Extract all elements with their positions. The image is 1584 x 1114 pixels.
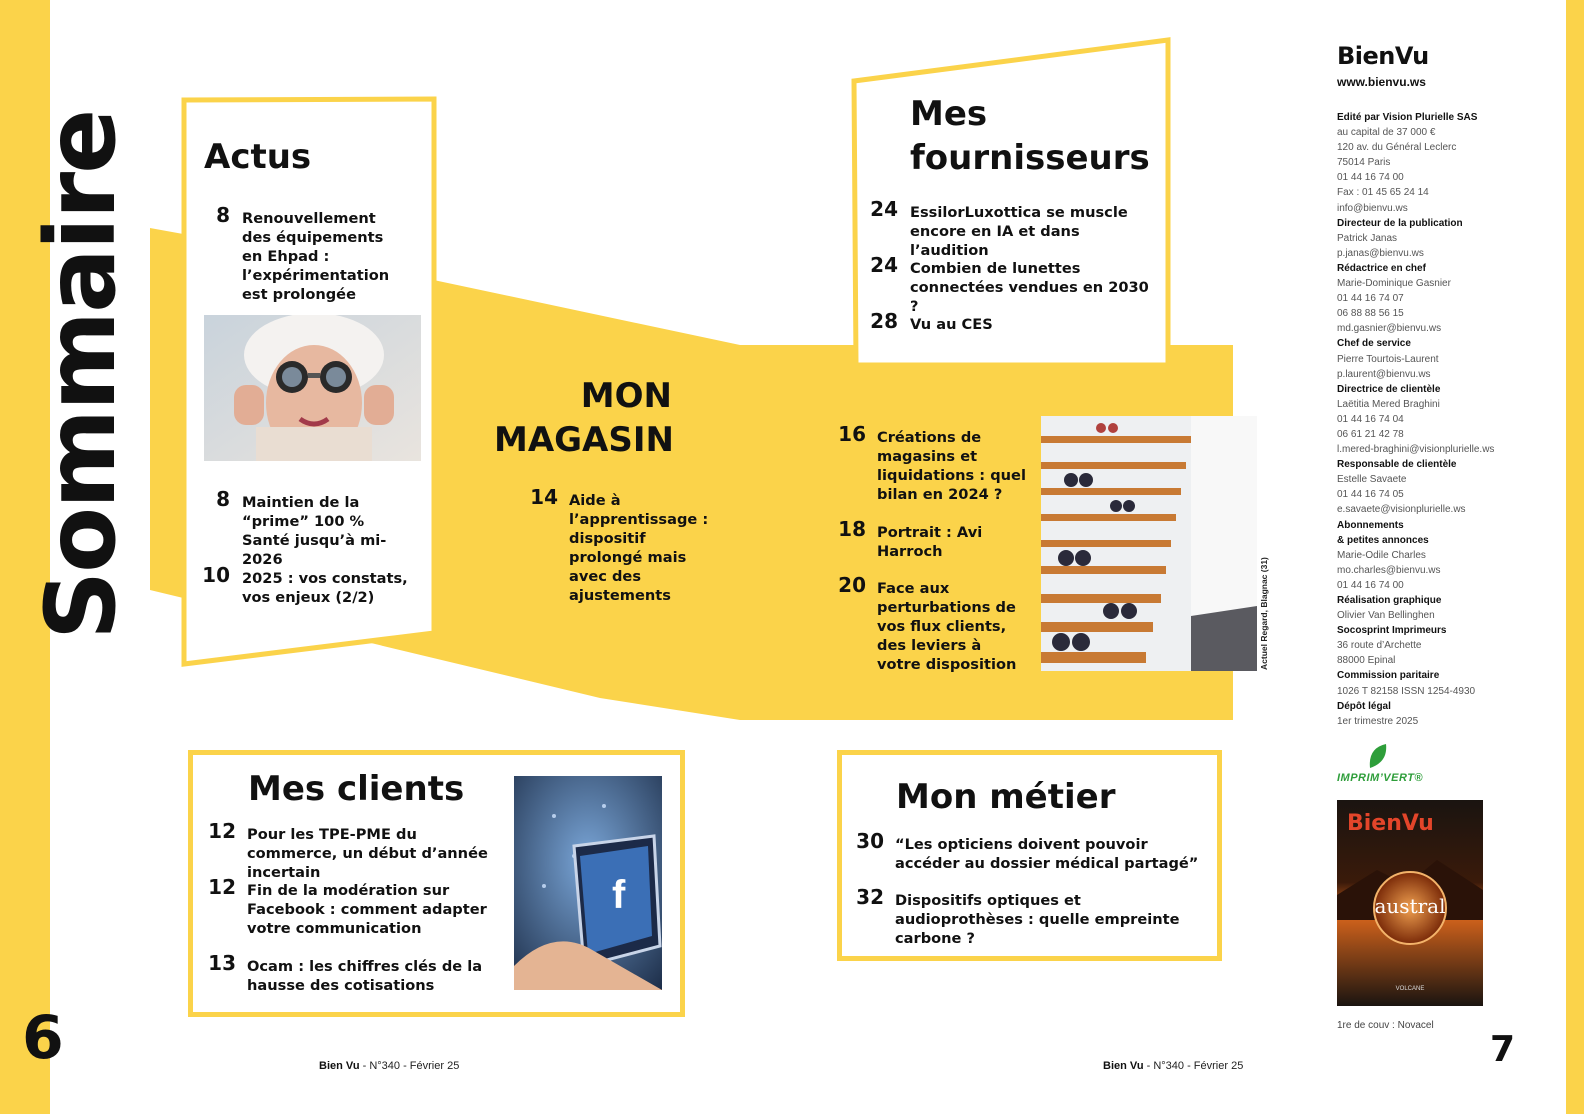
page-number-left: 6 xyxy=(22,1003,64,1073)
colophon-line: Pierre Tourtois-Laurent xyxy=(1337,353,1439,365)
toc-entry[interactable] xyxy=(202,819,502,882)
entry-text: Renouvellement des équipements en Ehpad : l’expérimentation est prolongée xyxy=(242,210,390,303)
cover-caption: 1re de couv : Novacel xyxy=(1337,1020,1434,1031)
footer-brand: Bien Vu xyxy=(1103,1060,1144,1072)
actus-title: Actus xyxy=(204,137,312,177)
entry-text: Vu au CES xyxy=(910,316,993,333)
colophon-line: Edité par Vision Plurielle SAS xyxy=(1337,112,1478,123)
toc-entry[interactable] xyxy=(866,197,1156,260)
entry-text: Pour les TPE-PME du commerce, un début d’année incertain xyxy=(247,826,488,881)
page-number: 10 xyxy=(202,563,230,587)
footer-brand: Bien Vu xyxy=(319,1060,360,1072)
sommaire-title: Sommaire xyxy=(25,110,137,640)
colophon-line: 1026 T 82158 ISSN 1254-4930 xyxy=(1337,685,1476,697)
colophon-line: Commission paritaire xyxy=(1337,670,1440,682)
page-number: 14 xyxy=(530,485,558,509)
page-number: 12 xyxy=(208,819,236,843)
colophon-line: 01 44 16 74 07 xyxy=(1337,293,1404,305)
colophon-line: Rédactrice en chef xyxy=(1337,262,1426,274)
toc-entry[interactable] xyxy=(202,951,502,995)
woman-trial-frame-photo xyxy=(204,315,421,461)
cover-word: austral xyxy=(1374,894,1446,918)
colophon-line: Responsable de clientèle xyxy=(1337,459,1457,471)
page-number: 8 xyxy=(216,487,230,511)
toc-entry[interactable] xyxy=(866,309,1156,334)
toc-entry[interactable] xyxy=(526,485,726,605)
colophon-line[interactable]: mo.charles@bienvu.ws xyxy=(1337,564,1441,576)
page-number: 20 xyxy=(838,573,866,597)
page-number: 30 xyxy=(856,829,884,853)
footer-left xyxy=(319,1060,459,1072)
colophon-line: & petites annonces xyxy=(1337,534,1429,546)
magazine-cover xyxy=(1337,800,1483,1006)
toc-entry[interactable] xyxy=(202,875,502,938)
colophon-line[interactable]: p.janas@bienvu.ws xyxy=(1337,247,1424,259)
page-number-right: 7 xyxy=(1490,1029,1516,1070)
colophon-line: Directrice de clientèle xyxy=(1337,383,1441,395)
colophon-line: Patrick Janas xyxy=(1337,232,1398,244)
entry-text: Aide à l’apprentissage : dispositif prolongé mais avec des ajustements xyxy=(569,492,709,604)
colophon-line: 120 av. du Général Leclerc xyxy=(1337,142,1457,154)
entry-text: Face aux perturbations de vos flux clients, des leviers à votre disposition xyxy=(877,580,1017,673)
entry-text: Combien de lunettes connectées vendues en 2030 ? xyxy=(910,260,1149,315)
colophon-line[interactable]: info@bienvu.ws xyxy=(1337,202,1408,214)
footer-issue: - N°340 - Février 25 xyxy=(359,1060,460,1072)
svg-text:f: f xyxy=(612,873,626,917)
colophon-line[interactable]: e.savaete@visionplurielle.ws xyxy=(1337,504,1466,516)
colophon-line: Marie-Dominique Gasnier xyxy=(1337,278,1451,290)
colophon-line[interactable]: l.mered-braghini@visionplurielle.ws xyxy=(1337,444,1495,456)
entry-text: EssilorLuxottica se muscle encore en IA et dans l’audition xyxy=(910,204,1128,259)
colophon-line: Chef de service xyxy=(1337,338,1411,350)
colophon-line: Estelle Savaete xyxy=(1337,474,1407,486)
page-number: 24 xyxy=(870,197,898,221)
colophon-line: 88000 Epinal xyxy=(1337,655,1396,667)
facebook-phone-photo xyxy=(514,776,662,990)
toc-entry[interactable] xyxy=(852,829,1212,873)
colophon-line: Socosprint Imprimeurs xyxy=(1337,625,1447,637)
colophon-line: Marie-Odile Charles xyxy=(1337,549,1426,561)
colophon-line: 01 44 16 74 00 xyxy=(1337,579,1404,591)
colophon-line: 06 61 21 42 78 xyxy=(1337,428,1404,440)
imprim-vert-label: IMPRIM’VERT® xyxy=(1337,772,1424,784)
entry-text: “Les opticiens doivent pouvoir accéder au dossier médical partagé” xyxy=(895,836,1199,872)
colophon-line: 1er trimestre 2025 xyxy=(1337,715,1419,727)
page-number: 32 xyxy=(856,885,884,909)
colophon-line: 36 route d’Archette xyxy=(1337,640,1422,652)
entry-text: Créations de magasins et liquidations : quel bilan en 2024 ? xyxy=(877,429,1026,503)
colophon-line: 06 88 88 56 15 xyxy=(1337,308,1404,320)
colophon-line: 75014 Paris xyxy=(1337,157,1391,169)
colophon-line: 01 44 16 74 04 xyxy=(1337,413,1404,425)
page-number: 24 xyxy=(870,253,898,277)
magasin-title-line2: MAGASIN xyxy=(494,420,674,460)
colophon-line: Olivier Van Bellinghen xyxy=(1337,610,1435,622)
page-number: 28 xyxy=(870,309,898,333)
colophon-line: Dépôt légal xyxy=(1337,700,1391,712)
magasin-title xyxy=(494,374,672,462)
cover-logo: BienVu xyxy=(1347,811,1434,836)
colophon xyxy=(1337,110,1517,729)
toc-entry[interactable] xyxy=(206,487,416,569)
footer-right xyxy=(1103,1060,1243,1072)
leaf-icon xyxy=(1366,742,1388,770)
colophon-line: Laëtitia Mered Braghini xyxy=(1337,398,1440,410)
page-number: 8 xyxy=(216,203,230,227)
page-number: 16 xyxy=(838,422,866,446)
entry-text: Dispositifs optiques et audioprothèses : quelle empreinte carbone ? xyxy=(895,892,1180,947)
toc-entry[interactable] xyxy=(834,517,1034,561)
page-number: 18 xyxy=(838,517,866,541)
toc-entry[interactable] xyxy=(852,885,1212,948)
eyewear-shop-photo xyxy=(1041,416,1257,671)
colophon-line: 01 44 16 74 00 xyxy=(1337,172,1404,184)
entry-text: Portrait : Avi Harroch xyxy=(877,524,983,560)
colophon-line: Abonnements xyxy=(1337,519,1404,531)
toc-entry[interactable] xyxy=(834,573,1034,674)
photo-credit: Actuel Regard, Blagnac (31) xyxy=(1259,557,1269,670)
colophon-line: 01 44 16 74 05 xyxy=(1337,489,1404,501)
toc-entry[interactable] xyxy=(206,203,406,304)
fournisseurs-title: Mes fournisseurs xyxy=(910,94,1150,178)
colophon-line: Fax : 01 45 65 24 14 xyxy=(1337,187,1429,199)
toc-entry[interactable] xyxy=(866,253,1156,316)
cover-brand: VOLCANE xyxy=(1395,986,1425,992)
page-number: 12 xyxy=(208,875,236,899)
colophon-line: Réalisation graphique xyxy=(1337,595,1442,606)
colophon-line[interactable]: md.gasnier@bienvu.ws xyxy=(1337,323,1442,335)
entry-text: Fin de la modération sur Facebook : comment adapter votre communication xyxy=(247,882,487,937)
page-number: 13 xyxy=(208,951,236,975)
bienvu-logo: BienVu xyxy=(1337,42,1429,70)
entry-text: 2025 : vos constats, vos enjeux (2/2) xyxy=(242,570,408,606)
colophon-line: Directeur de la publication xyxy=(1337,217,1463,229)
clients-title: Mes clients xyxy=(248,769,465,809)
colophon-line[interactable]: p.laurent@bienvu.ws xyxy=(1337,368,1431,380)
entry-text: Maintien de la “prime” 100 % Santé jusqu’à mi-2026 xyxy=(242,494,387,568)
toc-entry[interactable] xyxy=(200,563,416,607)
colophon-line: au capital de 37 000 € xyxy=(1337,127,1436,139)
metier-title: Mon métier xyxy=(896,777,1116,817)
magasin-title-line1: MON xyxy=(580,376,672,416)
toc-entry[interactable] xyxy=(834,422,1034,504)
entry-text: Ocam : les chiffres clés de la hausse des cotisations xyxy=(247,958,483,994)
footer-issue: - N°340 - Février 25 xyxy=(1143,1060,1244,1072)
website-url[interactable]: www.bienvu.ws xyxy=(1337,75,1426,89)
